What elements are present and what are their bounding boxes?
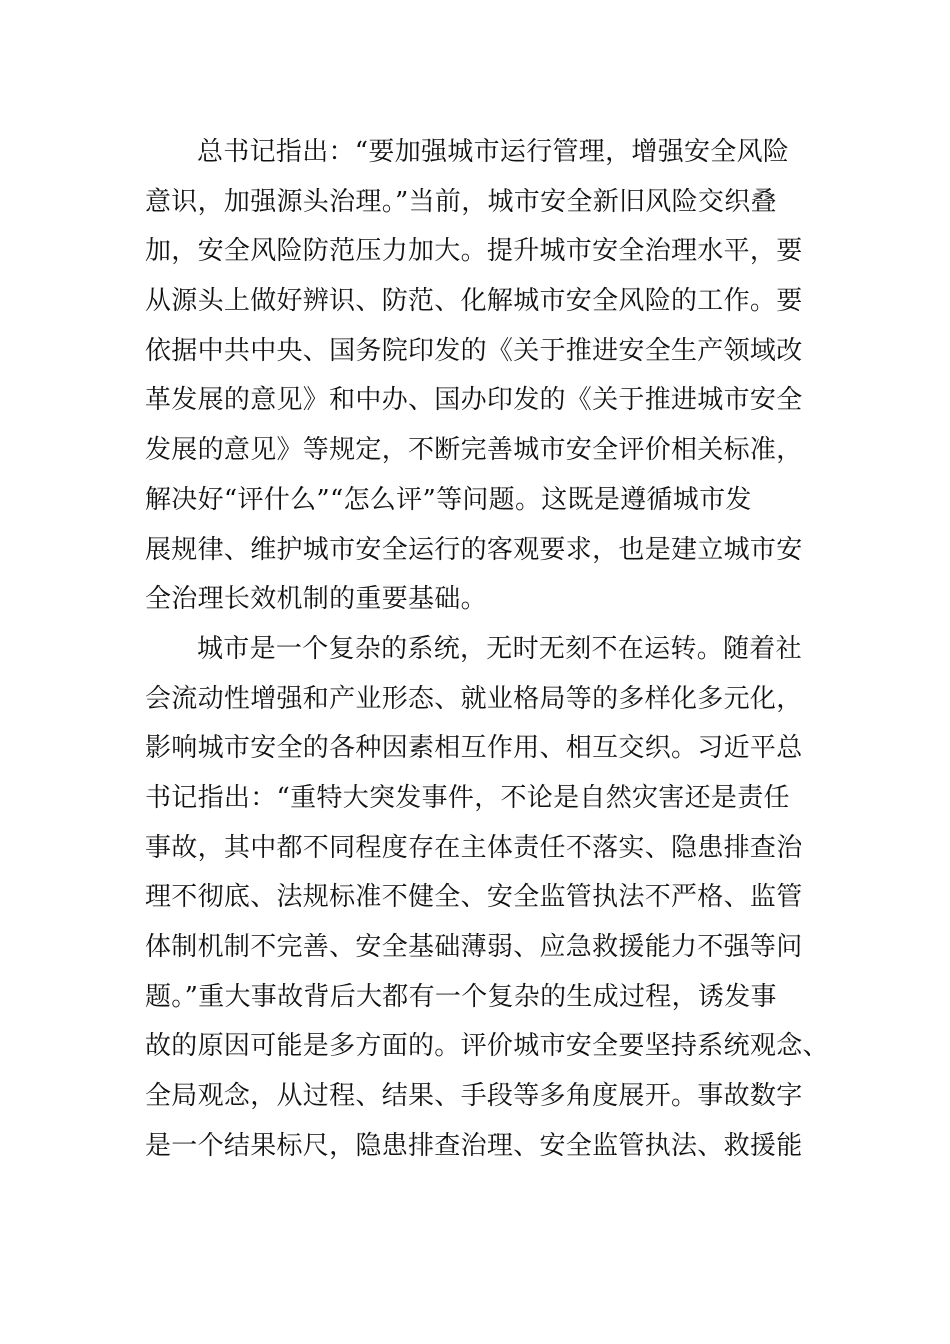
text-line: 理不彻底、法规标准不健全、安全监管执法不严格、监管 [145, 882, 803, 913]
text-line: 发展的意见》等规定，不断完善城市安全评价相关标准， [145, 435, 803, 466]
text-line: 体制机制不完善、安全基础薄弱、应急救援能力不强等问 [145, 932, 803, 962]
text-line: 依据中共中央、国务院印发的《关于推进安全生产领域改 [145, 335, 803, 366]
text-line: 会流动性增强和产业形态、就业格局等的多样化多元化， [145, 683, 803, 714]
text-line: 城市是一个复杂的系统，无时无刻不在运转。随着社 [197, 633, 802, 664]
text-line: 展规律、维护城市安全运行的客观要求，也是建立城市安 [145, 534, 803, 565]
paragraph-1 [145, 128, 815, 625]
text-line: 加，安全风险防范压力加大。提升城市安全治理水平，要 [145, 236, 803, 267]
text-line: 从源头上做好辨识、防范、化解城市安全风险的工作。要 [145, 286, 803, 317]
text-line: 革发展的意见》和中办、国办印发的《关于推进城市安全 [145, 385, 803, 416]
text-line: 总书记指出：“要加强城市运行管理，增强安全风险 [197, 137, 790, 167]
text-line: 意识，加强源头治理。”当前，城市安全新旧风险交织叠 [145, 186, 777, 217]
text-line: 故的原因可能是多方面的。评价城市安全要坚持系统观念、 [145, 1031, 829, 1062]
text-line: 全局观念，从过程、结果、手段等多角度展开。事故数字 [145, 1081, 803, 1112]
text-line: 影响城市安全的各种因素相互作用、相互交织。习近平总 [145, 733, 803, 764]
text-line: 全治理长效机制的重要基础。 [145, 584, 487, 615]
text-line: 是一个结果标尺，隐患排查治理、安全监管执法、救援能 [145, 1130, 803, 1161]
document-body [145, 128, 829, 1171]
text-line: 事故，其中都不同程度存在主体责任不落实、隐患排查治 [145, 832, 803, 863]
paragraph-2 [145, 625, 829, 1172]
text-line: 书记指出：“重特大突发事件，不论是自然灾害还是责任 [145, 782, 790, 813]
text-line: 题。”重大事故背后大都有一个复杂的生成过程，诱发事 [145, 981, 777, 1012]
text-line: 解决好“评什么”“怎么评”等问题。这既是遵循城市发 [145, 484, 752, 515]
